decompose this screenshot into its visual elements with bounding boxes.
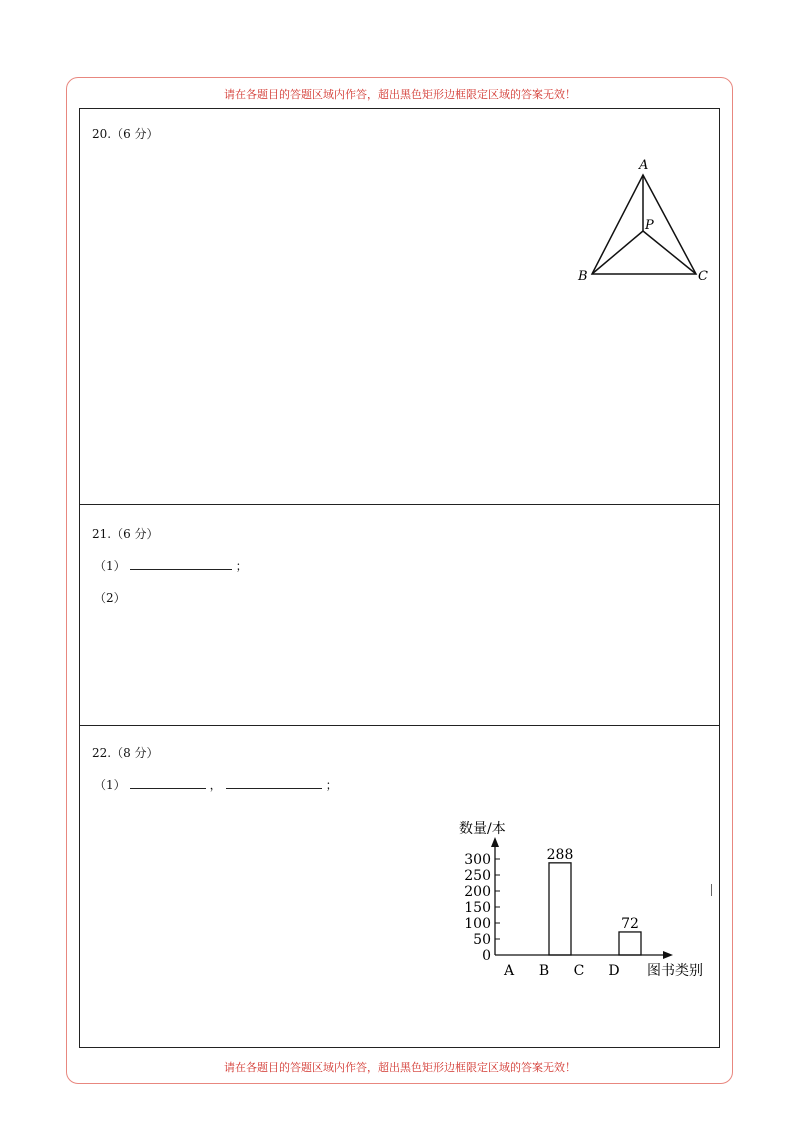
y-tick-label: 100 (464, 916, 491, 932)
part-1-separator: ， (209, 778, 222, 792)
bar-D (619, 932, 641, 955)
stray-mark (711, 884, 712, 896)
answer-blank-1[interactable] (130, 778, 206, 789)
triangle-abc (592, 175, 696, 274)
vertex-b-label: B (578, 269, 588, 284)
segment-pb (592, 231, 643, 274)
segment-pc (643, 231, 696, 274)
part-2-label: （2） (94, 591, 126, 605)
bar-value-label: 288 (546, 846, 574, 863)
question-21-title: 21.（6 分） (92, 527, 159, 541)
point-p-label: P (645, 218, 654, 233)
y-tick-label: 0 (482, 948, 491, 964)
vertex-c-label: C (698, 269, 708, 284)
part-1-label: （1） (94, 559, 126, 573)
question-22-part-1 (94, 776, 338, 793)
triangle-figure (570, 154, 710, 289)
y-tick-label: 50 (473, 932, 491, 948)
y-axis-arrow (491, 837, 499, 847)
answer-area (79, 108, 720, 1048)
part-1-suffix: ； (325, 778, 338, 792)
x-axis-label: 图书类别 (647, 963, 703, 979)
x-axis-arrow (663, 951, 673, 959)
question-20-section (80, 109, 719, 505)
category-label: C (573, 963, 585, 979)
answer-blank-2[interactable] (226, 778, 322, 789)
y-tick-label: 300 (464, 852, 491, 868)
question-22-section (80, 726, 719, 1047)
answer-blank[interactable] (130, 559, 232, 570)
category-label: B (538, 963, 550, 979)
part-1-label: （1） (94, 778, 126, 792)
question-21-section (80, 505, 719, 726)
question-22-title: 22.（8 分） (92, 746, 159, 760)
category-label: D (608, 963, 620, 979)
top-notice: 请在各题目的答题区域内作答，超出黑色矩形边框限定区域的答案无效！ (224, 88, 576, 101)
bar-B (549, 863, 571, 955)
part-1-suffix: ； (235, 559, 248, 573)
question-21-part-2 (94, 589, 126, 606)
bar-value-label: 72 (621, 915, 639, 932)
y-tick-label: 150 (464, 900, 491, 916)
y-tick-label: 200 (464, 884, 491, 900)
y-axis-label: 数量/本 (459, 821, 506, 837)
category-label: A (503, 963, 515, 979)
question-20-title: 20.（6 分） (92, 127, 159, 141)
y-tick-label: 250 (464, 868, 491, 884)
vertex-a-label: A (639, 158, 649, 173)
bottom-notice: 请在各题目的答题区域内作答，超出黑色矩形边框限定区域的答案无效！ (224, 1061, 576, 1074)
question-21-part-1 (94, 557, 248, 574)
bar-chart (455, 811, 715, 981)
